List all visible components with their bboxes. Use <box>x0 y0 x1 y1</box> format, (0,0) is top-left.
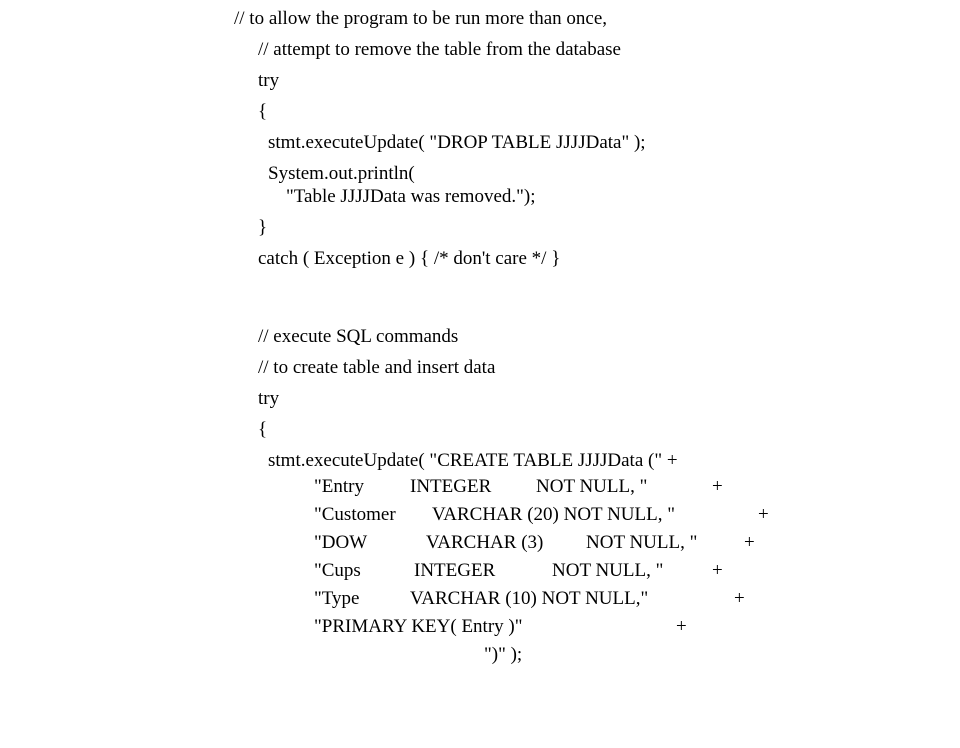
code-brace-line: { <box>258 419 268 440</box>
sql-concat-operator: + <box>758 504 769 525</box>
sql-column-type: INTEGER <box>414 560 496 581</box>
sql-column-type: VARCHAR (10) NOT NULL," <box>410 588 649 609</box>
sql-column-name: "DOW <box>314 532 368 553</box>
code-keyword-line: try <box>258 388 280 409</box>
code-brace-line: { <box>258 101 268 122</box>
code-string-line: "Table JJJJData was removed."); <box>286 186 536 207</box>
code-statement-line: stmt.executeUpdate( "DROP TABLE JJJJData" ); <box>268 132 646 153</box>
code-statement-line: System.out.println( <box>268 163 415 184</box>
sql-concat-operator: + <box>734 588 745 609</box>
sql-concat-operator: + <box>744 532 755 553</box>
sql-concat-operator: + <box>712 476 723 497</box>
code-comment-line: // attempt to remove the table from the database <box>258 39 621 60</box>
sql-column-name: "Entry <box>314 476 364 497</box>
sql-column-type: VARCHAR (3) <box>426 532 544 553</box>
code-keyword-line: try <box>258 70 280 91</box>
sql-column-name: "PRIMARY KEY( Entry )" <box>314 616 523 637</box>
code-comment-line: // execute SQL commands <box>258 326 459 347</box>
sql-concat-operator: + <box>676 616 687 637</box>
sql-column-constraint: NOT NULL, " <box>536 476 648 497</box>
sql-column-name: "Cups <box>314 560 361 581</box>
sql-column-name: "Type <box>314 588 360 609</box>
code-comment-line: // to allow the program to be run more than once, <box>234 8 608 29</box>
sql-row <box>314 616 814 748</box>
sql-column-constraint: NOT NULL, " <box>552 560 664 581</box>
code-block <box>234 8 769 665</box>
sql-column-name: "Customer <box>314 504 396 525</box>
sql-closing-line: ")" ); <box>484 644 523 665</box>
code-catch-line: catch ( Exception e ) { /* don't care */ } <box>258 248 561 269</box>
code-statement-line: stmt.executeUpdate( "CREATE TABLE JJJJData (" + <box>268 450 678 471</box>
code-comment-line: // to create table and insert data <box>258 357 496 378</box>
sql-column-constraint: NOT NULL, " <box>586 532 698 553</box>
code-brace-line: } <box>258 217 268 238</box>
sql-column-type: INTEGER <box>410 476 492 497</box>
sql-column-type: VARCHAR (20) NOT NULL, " <box>432 504 675 525</box>
sql-concat-operator: + <box>712 560 723 581</box>
